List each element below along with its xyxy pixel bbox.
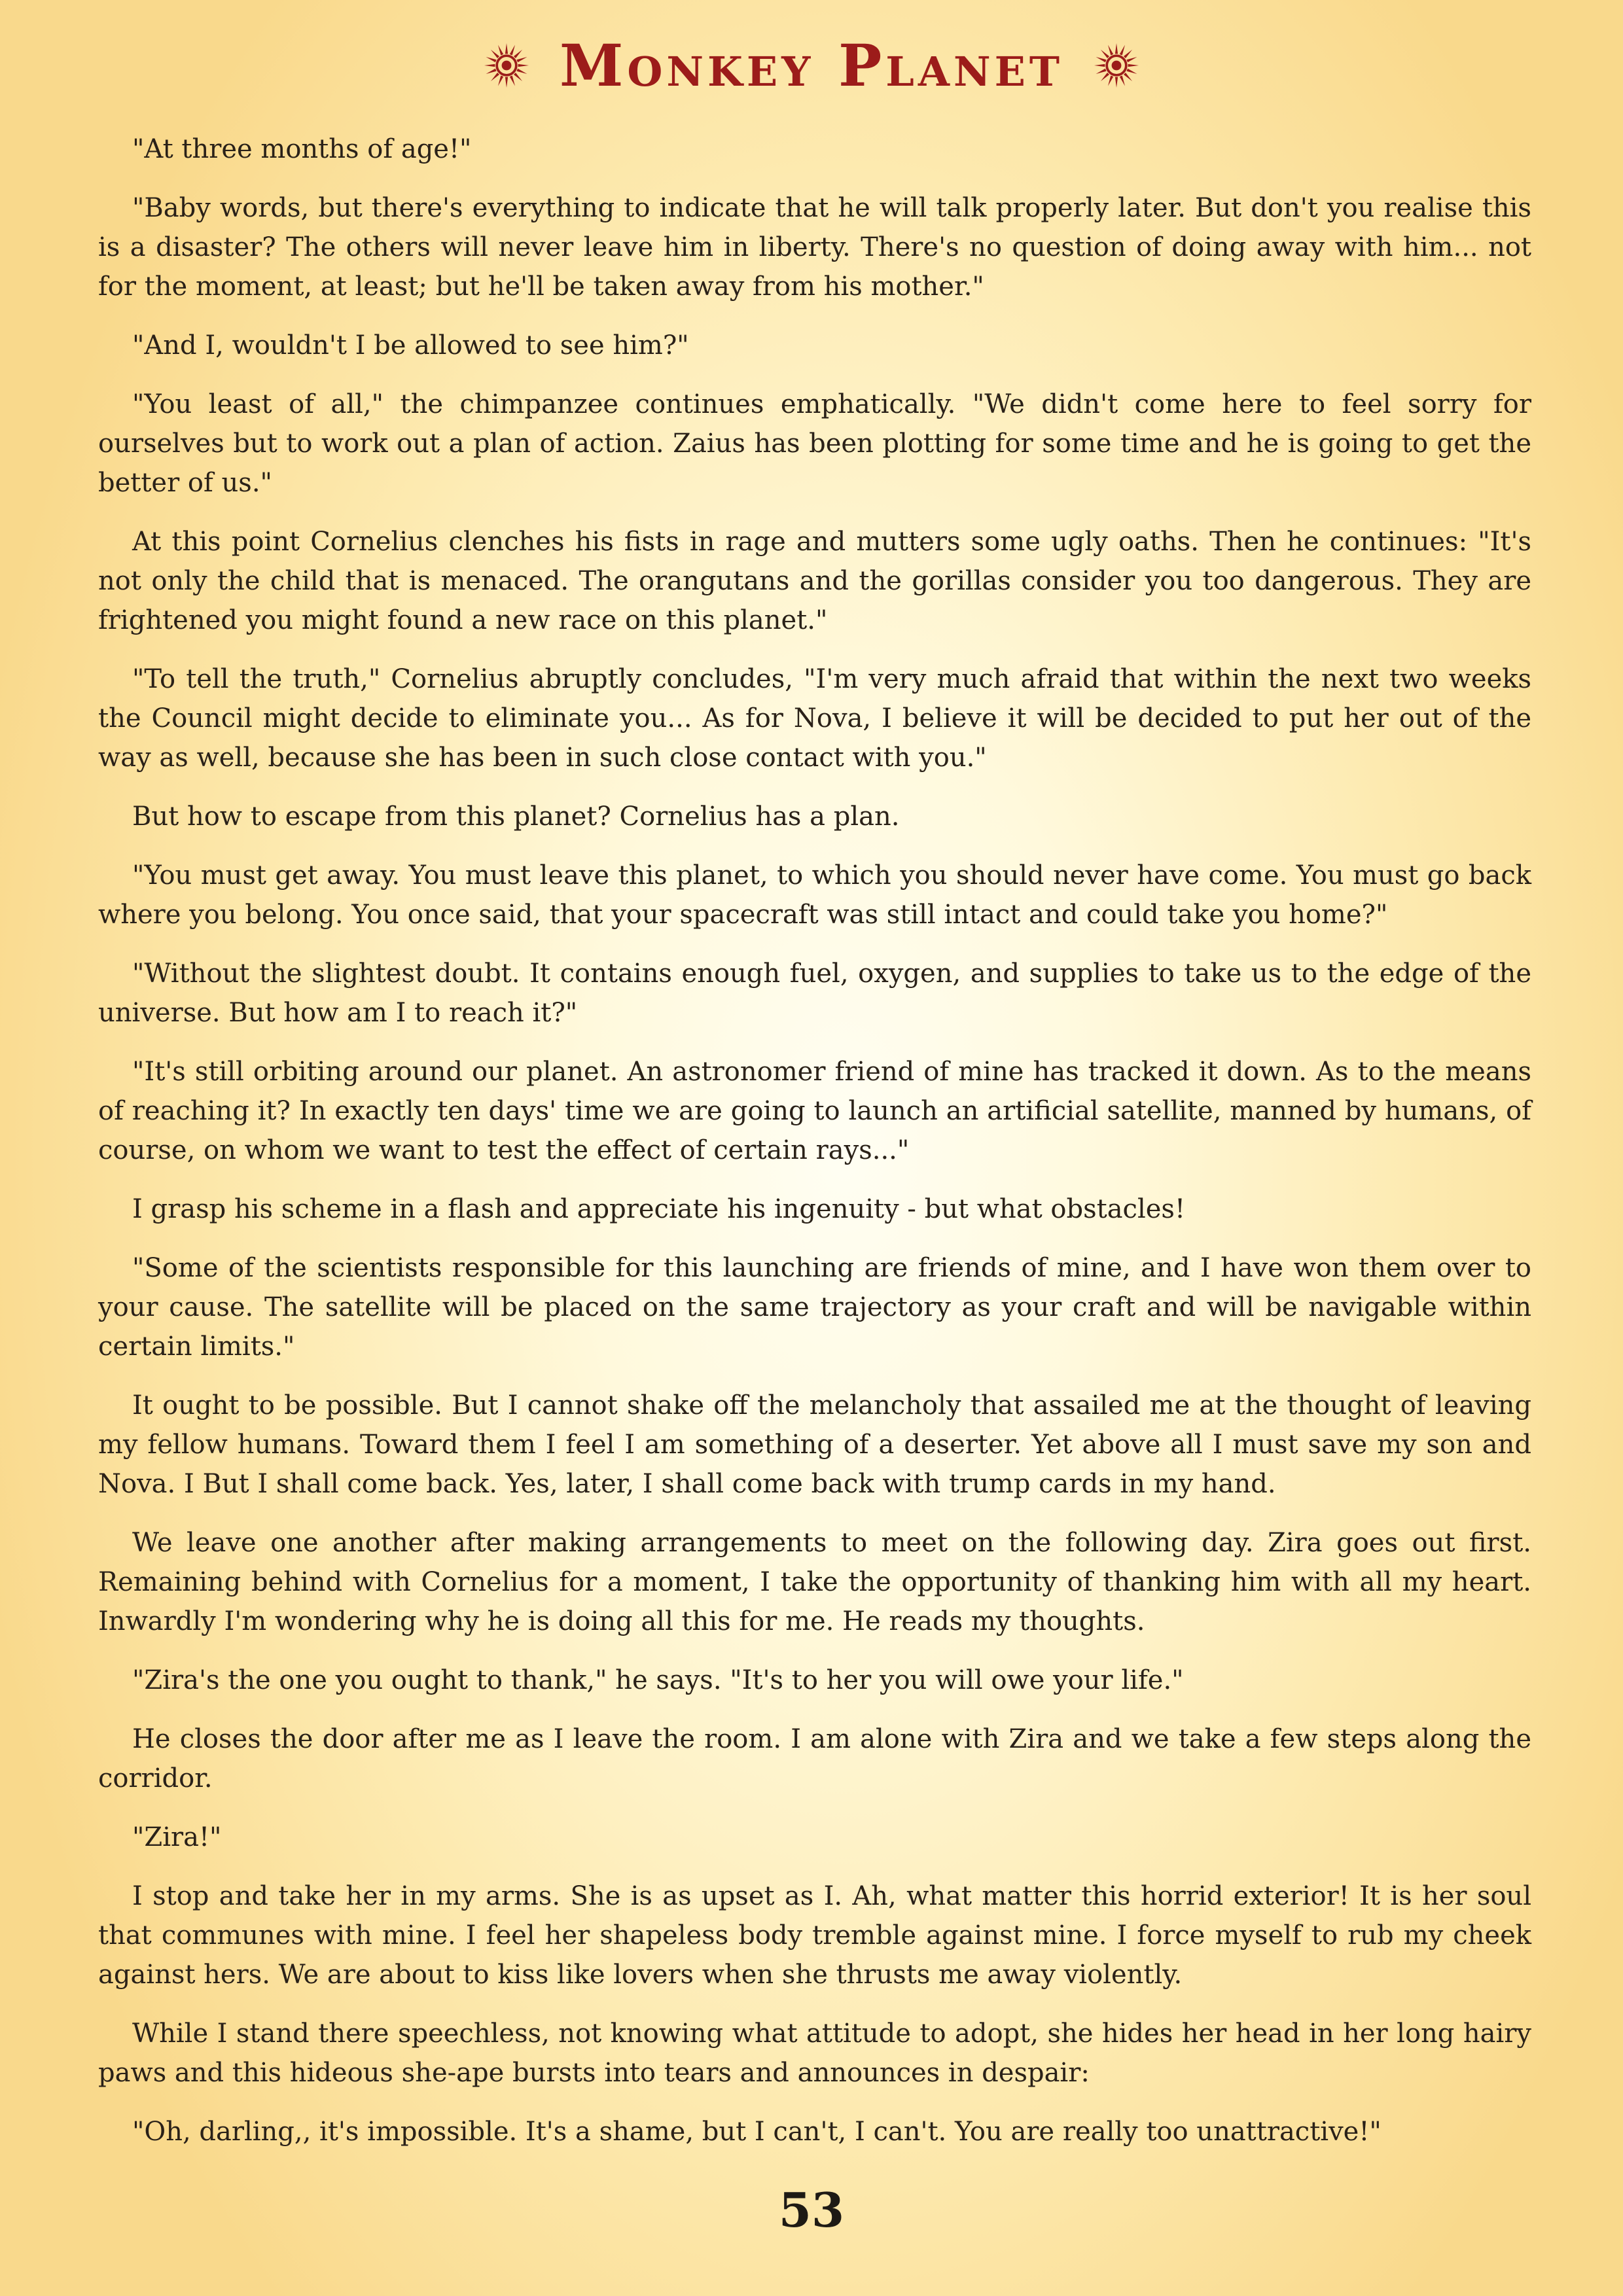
paragraph: "And I, wouldn't I be allowed to see him?" bbox=[132, 330, 689, 361]
paragraph: While I stand there speechless, not knowing what attitude to adopt, she hides her head in her long hairy paws and this hideous she-ape bursts into tears and announces in despair: bbox=[98, 2019, 1531, 2088]
paragraph: "It's still orbiting around our planet. An astronomer friend of mine has tracked it down. As to the means of reaching it? In exactly ten days' time we are going to launch an artificial satellite, manned by humans, of course, on whom we want to test the effect of certain rays..." bbox=[98, 1057, 1531, 1165]
paragraph: At this point Cornelius clenches his fists in rage and mutters some ugly oaths. Then he continues: "It's not only the child that is menaced. The orangutans and the gorillas consider you too dangerous. They are frightened you might found a new race on this planet." bbox=[98, 527, 1531, 635]
page-number: 53 bbox=[778, 2182, 845, 2238]
paragraph: It ought to be possible. But I cannot shake off the melancholy that assailed me at the thought of leaving my fellow humans. Toward them I feel I am something of a deserter. Yet above all I must save my son and Nova. I But I shall come back. Yes, later, I shall come back with trump cards in my hand. bbox=[98, 1390, 1531, 1499]
paragraph: But how to escape from this planet? Cornelius has a plan. bbox=[132, 802, 900, 832]
paragraph: "Baby words, but there's everything to indicate that he will talk properly later. But don't you realise this is a disaster? The others will never leave him in liberty. There's no question of doing away with him... not for the moment, at least; but he'll be taken away from his mother." bbox=[98, 193, 1531, 302]
paragraph: "Zira's the one you ought to thank," he says. "It's to her you will owe your life." bbox=[132, 1665, 1184, 1695]
sunburst-ornament-icon bbox=[1092, 41, 1141, 90]
paragraph: "At three months of age!" bbox=[132, 134, 472, 164]
paragraph: "You least of all," the chimpanzee continues emphatically. "We didn't come here to feel sorry for ourselves but to work out a plan of action. Zaius has been plotting for some time and he is going to get the better of us." bbox=[98, 389, 1531, 498]
paragraph: "Some of the scientists responsible for this launching are friends of mine, and I have won them over to your cause. The satellite will be placed on the same trajectory as your craft and will be navigable within certain limits." bbox=[98, 1253, 1531, 1362]
paragraph: He closes the door after me as I leave the room. I am alone with Zira and we take a few steps along the corridor. bbox=[98, 1724, 1531, 1793]
page-header bbox=[0, 26, 1623, 105]
page-title: Monkey Planet bbox=[559, 31, 1064, 99]
body-text bbox=[98, 130, 1531, 2171]
paragraph: We leave one another after making arrangements to meet on the following day. Zira goes out first. Remaining behind with Cornelius for a moment, I take the opportunity of thanking him with all my heart. Inwardly I'm wondering why he is doing all this for me. He reads my thoughts. bbox=[98, 1528, 1531, 1636]
paragraph: "Without the slightest doubt. It contains enough fuel, oxygen, and supplies to take us to the edge of the universe. But how am I to reach it?" bbox=[98, 959, 1531, 1028]
paragraph: "To tell the truth," Cornelius abruptly concludes, "I'm very much afraid that within the next two weeks the Council might decide to eliminate you... As for Nova, I believe it will be decided to put her out of the way as well, because she has been in such close contact with you." bbox=[98, 664, 1531, 773]
paragraph: "You must get away. You must leave this planet, to which you should never have come. You must go back where you belong. You once said, that your spacecraft was still intact and could take you home?" bbox=[98, 860, 1531, 930]
paragraph: I stop and take her in my arms. She is as upset as I. Ah, what matter this horrid exterior! It is her soul that communes with mine. I feel her shapeless body tremble against mine. I force myself to rub my cheek against hers. We are about to kiss like lovers when she thrusts me away violently. bbox=[98, 1881, 1531, 1990]
sunburst-ornament-icon bbox=[482, 41, 531, 90]
paragraph: I grasp his scheme in a flash and appreciate his ingenuity - but what obstacles! bbox=[132, 1194, 1186, 1224]
paragraph: "Oh, darling,, it's impossible. It's a shame, but I can't, I can't. You are really too unattractive!" bbox=[132, 2117, 1382, 2147]
paragraph: "Zira!" bbox=[132, 1822, 222, 1852]
